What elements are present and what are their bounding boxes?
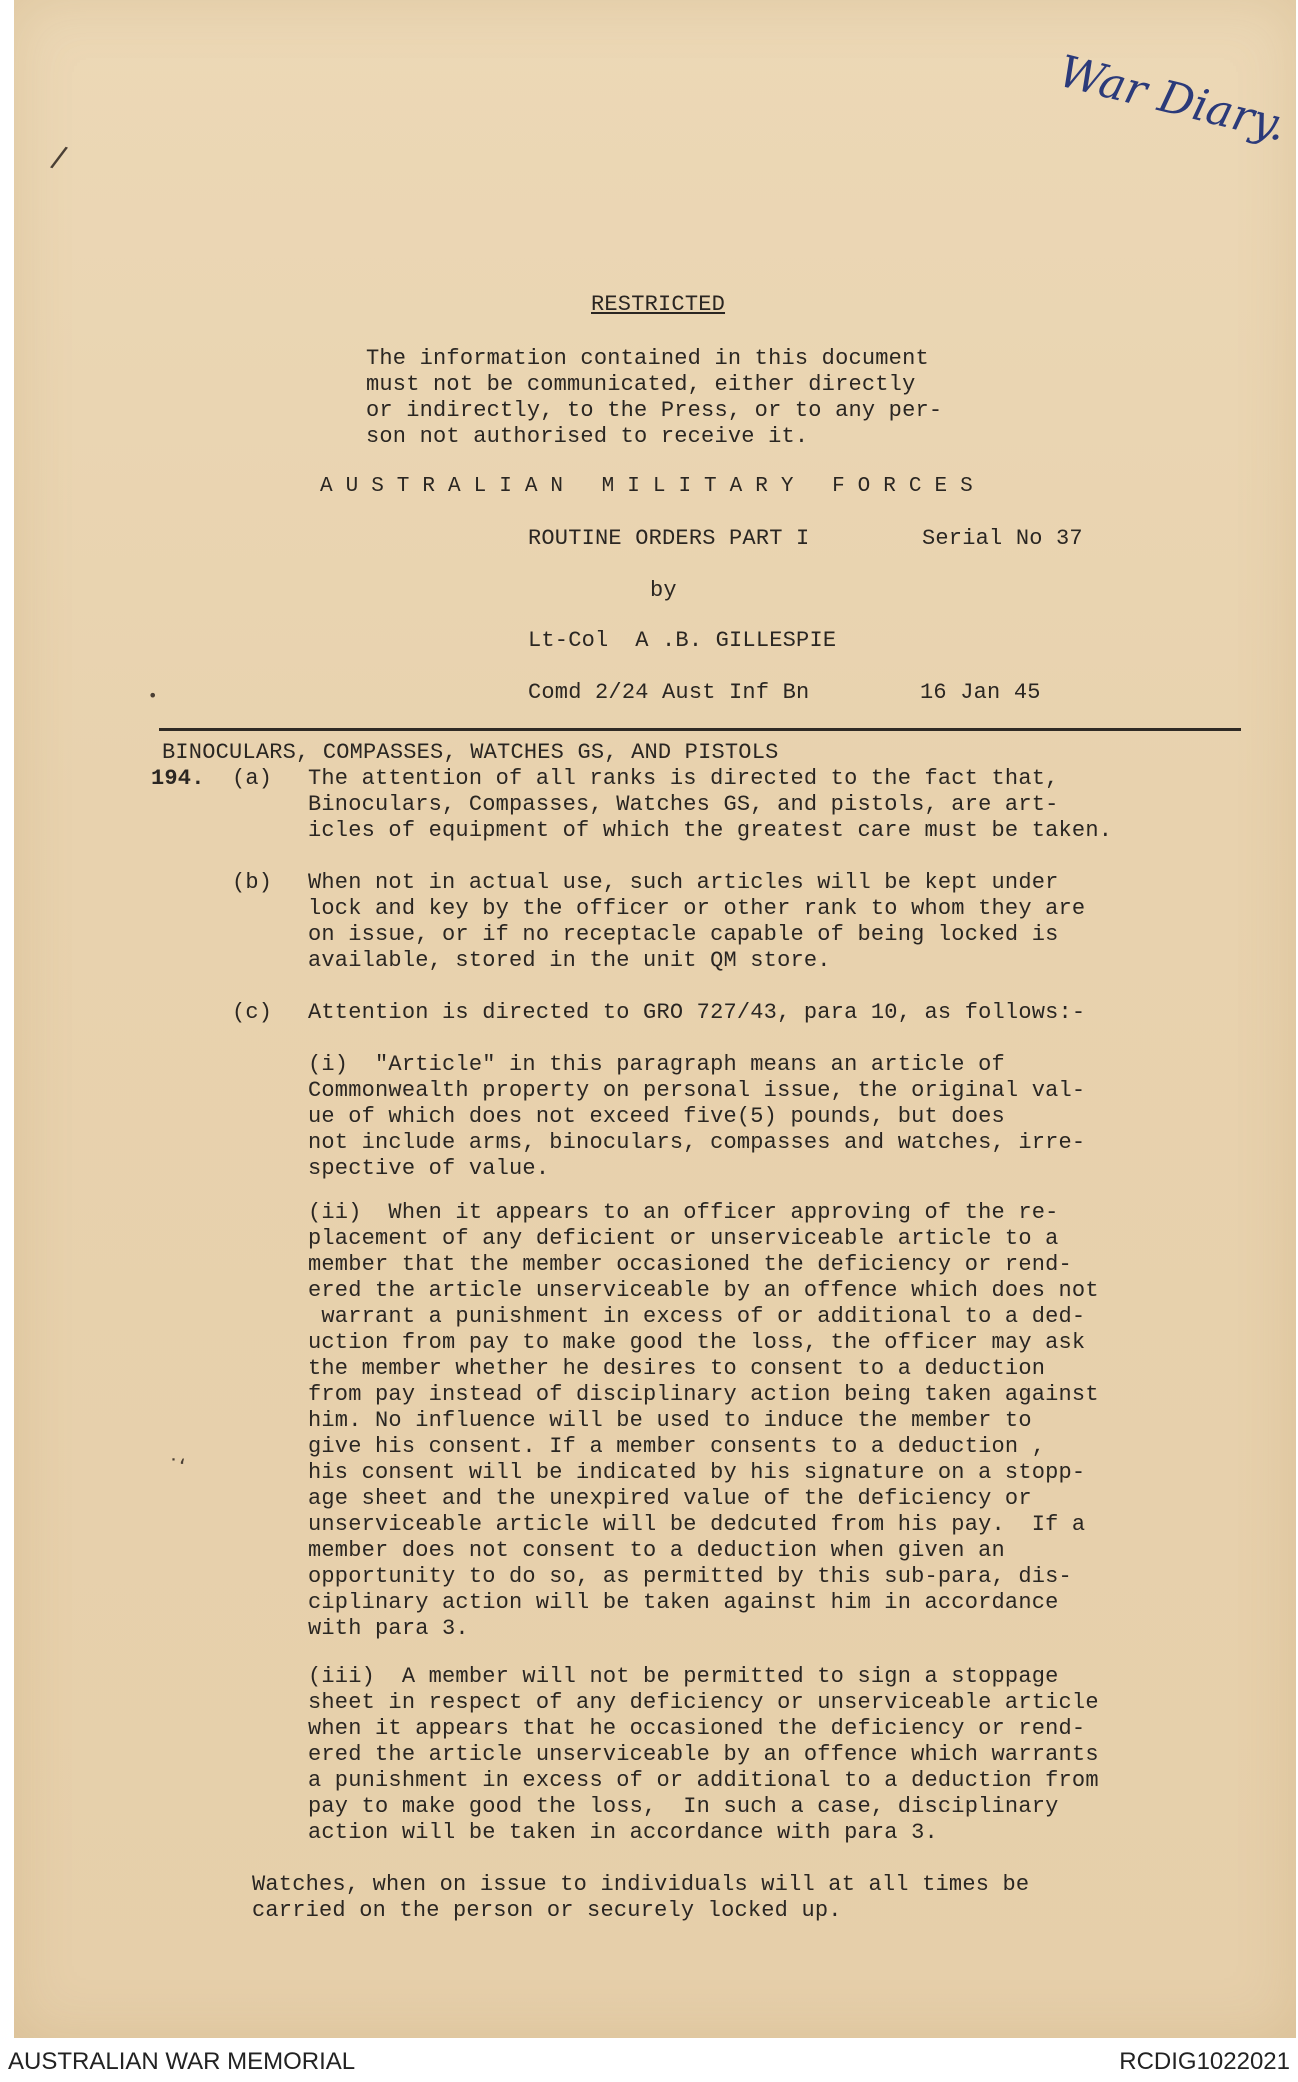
para-line: the member whether he desires to consent to a deduction [308, 1356, 1046, 1381]
para-c-iii-text [308, 1664, 1099, 1846]
notice-line: or indirectly, to the Press, or to any per- [366, 398, 943, 423]
para-line: from pay instead of disciplinary action being taken against [308, 1382, 1099, 1407]
para-line: warrant a punishment in excess of or additional to a ded- [308, 1304, 1086, 1329]
para-line: opportunity to do so, as permitted by this sub-para, dis- [308, 1564, 1072, 1589]
commander-name: Lt-Col A .B. GILLESPIE [528, 628, 837, 653]
para-line: unserviceable article will be dedcuted from his pay. If a [308, 1512, 1086, 1537]
para-line: (i) "Article" in this paragraph means an article of [308, 1052, 1005, 1077]
serial-number: Serial No 37 [922, 526, 1083, 551]
para-line: not include arms, binoculars, compasses and watches, irre- [308, 1130, 1086, 1155]
notice-line: must not be communicated, either directly [366, 372, 916, 397]
notice-line: son not authorised to receive it. [366, 424, 809, 449]
para-c-text [308, 1000, 1085, 1026]
classification-label: RESTRICTED [591, 292, 726, 317]
para-line: Commonwealth property on personal issue, the original val- [308, 1078, 1086, 1103]
organisation-title: A U S T R A L I A N M I L I T A R Y F O R C E S [320, 475, 973, 498]
document-page [14, 0, 1296, 2038]
para-line: pay to make good the loss, In such a case, disciplinary [308, 1794, 1059, 1819]
para-line: give his consent. If a member consents to a deduction , [308, 1434, 1046, 1459]
paper-dot: • [148, 686, 158, 705]
paper-mark: / [48, 139, 70, 176]
para-line: him. No influence will be used to induce the member to [308, 1408, 1032, 1433]
archive-name: AUSTRALIAN WAR MEMORIAL [8, 2048, 356, 2075]
para-c-label: (c) [232, 1000, 273, 1025]
header-divider [159, 728, 1241, 731]
para-a-label: (a) [232, 766, 273, 791]
para-line: ue of which does not exceed five(5) pounds, but does [308, 1104, 1005, 1129]
para-b-label: (b) [232, 870, 273, 895]
para-line: Attention is directed to GRO 727/43, para 10, as follows:- [308, 1000, 1086, 1025]
watches-note [252, 1872, 1029, 1924]
para-line: (iii) A member will not be permitted to sign a stoppage [308, 1664, 1059, 1689]
para-line: action will be taken in accordance with para 3. [308, 1820, 938, 1845]
command-unit: Comd 2/24 Aust Inf Bn [528, 680, 810, 705]
para-a-text [308, 766, 1112, 844]
para-c-i-text [308, 1052, 1085, 1182]
handwritten-war-diary-note: War Diary. [1053, 46, 1292, 152]
para-b-text [308, 870, 1085, 974]
para-line: ered the article unserviceable by an offence which warrants [308, 1742, 1099, 1767]
para-line: available, stored in the unit QM store. [308, 948, 831, 973]
para-line: with para 3. [308, 1616, 469, 1641]
para-line: member that the member occasioned the deficiency or rend- [308, 1252, 1072, 1277]
para-line: ered the article unserviceable by an offence which does not [308, 1278, 1099, 1303]
by-label: by [650, 578, 677, 603]
archive-footer [0, 2038, 1298, 2082]
para-line: ciplinary action will be taken against him in accordance [308, 1590, 1059, 1615]
para-line: uction from pay to make good the loss, the officer may ask [308, 1330, 1086, 1355]
para-line: The attention of all ranks is directed to the fact that, [308, 766, 1059, 791]
para-c-ii-text [308, 1200, 1099, 1642]
para-line: his consent will be indicated by his signature on a stopp- [308, 1460, 1086, 1485]
para-line: Binoculars, Compasses, Watches GS, and pistols, are art- [308, 792, 1059, 817]
order-date: 16 Jan 45 [920, 680, 1041, 705]
orders-title: ROUTINE ORDERS PART I [528, 526, 810, 551]
para-line: a punishment in excess of or additional to a deduction from [308, 1768, 1099, 1793]
notice-line: The information contained in this document [366, 346, 929, 371]
para-line: icles of equipment of which the greatest care must be taken. [308, 818, 1113, 843]
para-line: age sheet and the unexpired value of the deficiency or [308, 1486, 1032, 1511]
para-line: (ii) When it appears to an officer approving of the re- [308, 1200, 1059, 1225]
para-line: on issue, or if no receptacle capable of being locked is [308, 922, 1059, 947]
restriction-notice [366, 346, 942, 450]
para-line: spective of value. [308, 1156, 550, 1181]
para-line: placement of any deficient or unserviceable article to a [308, 1226, 1059, 1251]
archive-id: RCDIG1022021 [1119, 2048, 1290, 2075]
paper-mark: ˙‘ [168, 1456, 186, 1481]
para-line: lock and key by the officer or other rank to whom they are [308, 896, 1086, 921]
para-line: Watches, when on issue to individuals will at all times be [252, 1872, 1030, 1897]
para-line: member does not consent to a deduction when given an [308, 1538, 1005, 1563]
para-line: sheet in respect of any deficiency or unserviceable article [308, 1690, 1099, 1715]
para-line: when it appears that he occasioned the deficiency or rend- [308, 1716, 1086, 1741]
para-line: When not in actual use, such articles will be kept under [308, 870, 1059, 895]
order-number: 194. [151, 766, 205, 791]
para-line: carried on the person or securely locked up. [252, 1898, 842, 1923]
section-heading: BINOCULARS, COMPASSES, WATCHES GS, AND PISTOLS [162, 740, 779, 765]
